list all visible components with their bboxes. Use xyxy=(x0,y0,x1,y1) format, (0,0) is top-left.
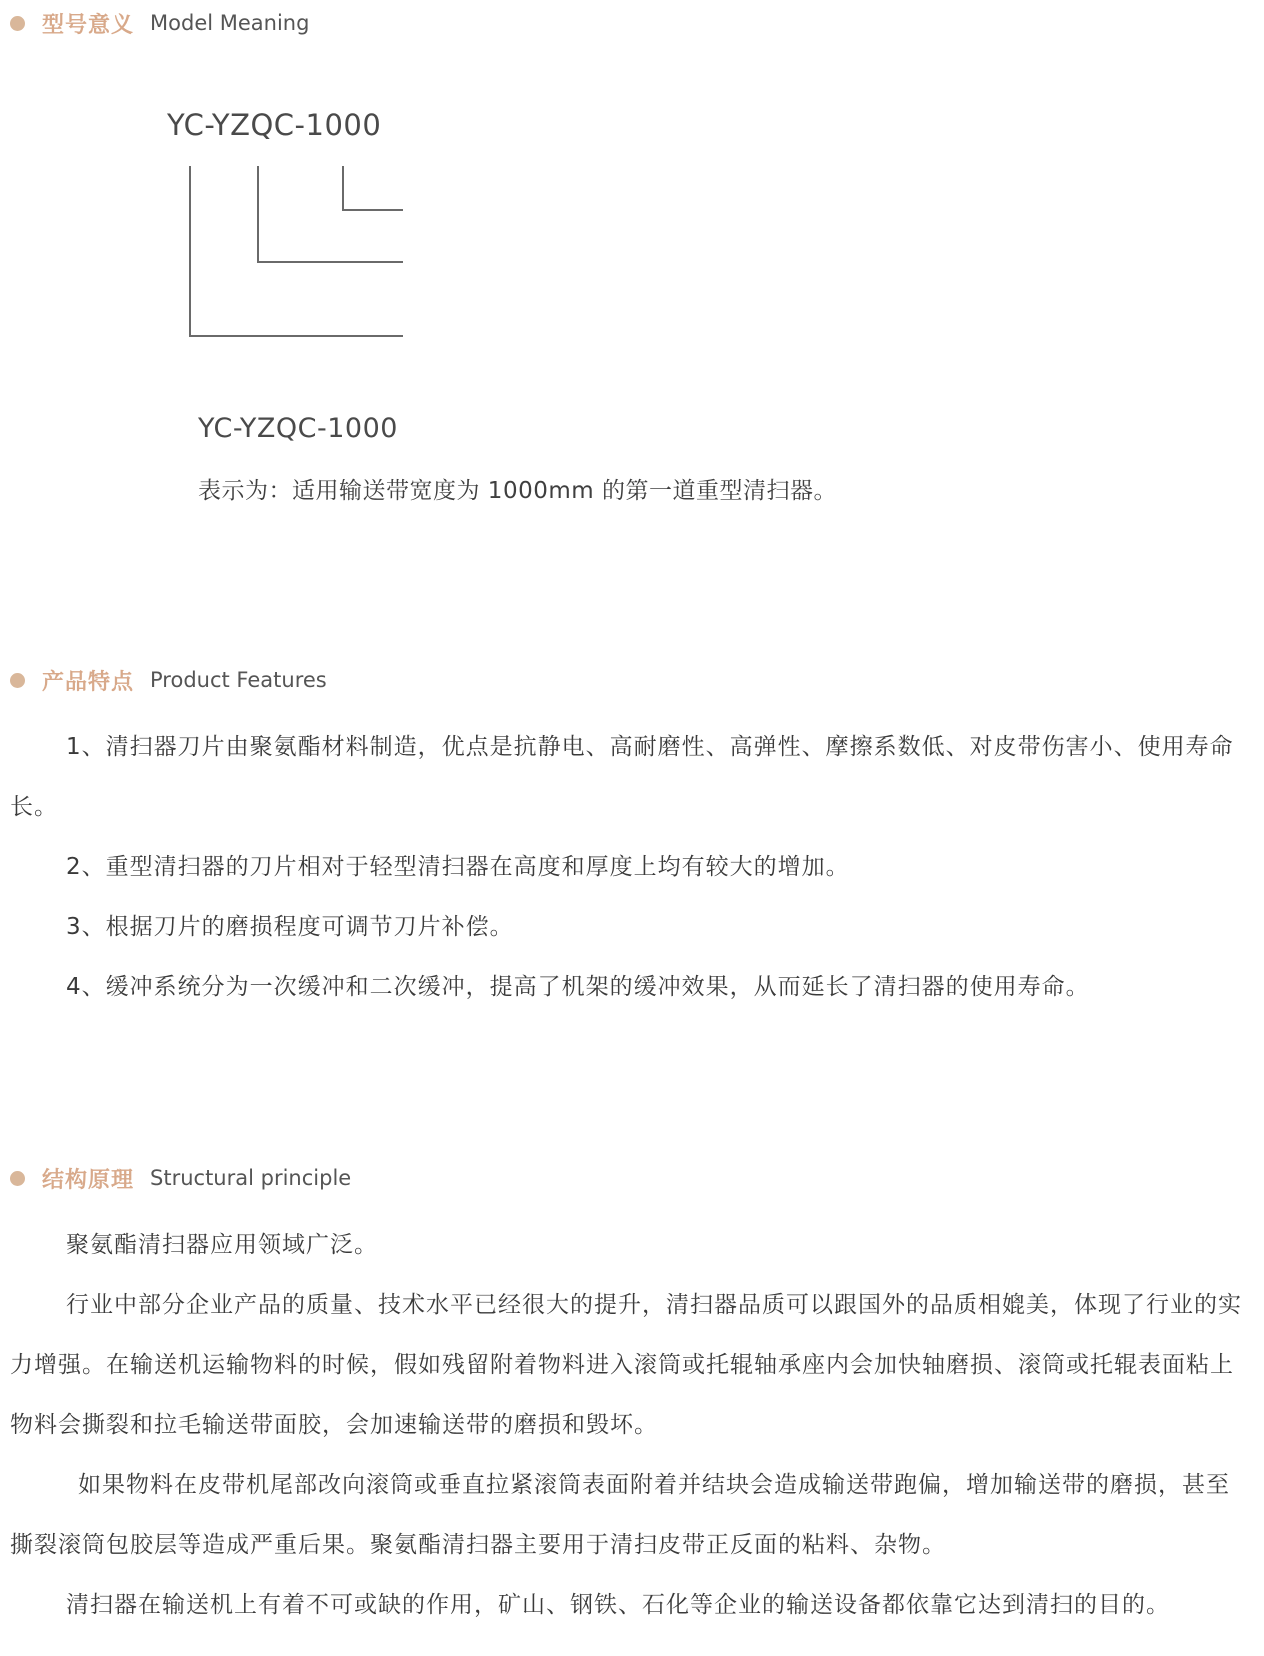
section-header-product-features xyxy=(10,663,327,697)
structural-paragraph-4: 清扫器在输送机上有着不可或缺的作用，矿山、钢铁、石化等企业的输送设备都依靠它达到清扫的目的。 xyxy=(66,1592,1170,1618)
structural-paragraph-3: 如果物料在皮带机尾部改向滚筒或垂直拉紧滚筒表面附着并结块会造成输送带跑偏，增加输送带的磨损，甚至撕裂滚筒包胶层等造成严重后果。聚氨酯清扫器主要用于清扫皮带正反面的粘料、杂物。 xyxy=(10,1472,1230,1558)
section-title-en: Product Features xyxy=(150,668,327,692)
section-title-en: Structural principle xyxy=(150,1166,352,1190)
bullet-dot-icon xyxy=(10,673,25,688)
section-title-cn: 型号意义 xyxy=(42,12,135,38)
bracket-line-prefix xyxy=(190,166,403,336)
feature-item-1: 1、清扫器刀片由聚氨酯材料制造，优点是抗静电、高耐磨性、高弹性、摩擦系数低、对皮带伤害小、使用寿命长。 xyxy=(10,734,1234,820)
model-description: 表示为：适用输送带宽度为 1000mm 的第一道重型清扫器。 xyxy=(198,478,837,504)
section-title-cn: 产品特点 xyxy=(42,669,135,695)
model-code-text: YC-YZQC-1000 xyxy=(198,413,398,444)
model-code-bracket-diagram xyxy=(0,0,1264,400)
feature-item-3: 3、根据刀片的磨损程度可调节刀片补偿。 xyxy=(66,914,514,940)
feature-item-2: 2、重型清扫器的刀片相对于轻型清扫器在高度和厚度上均有较大的增加。 xyxy=(66,854,850,880)
section-header-structural-principle xyxy=(10,1161,351,1195)
bullet-dot-icon xyxy=(10,1171,25,1186)
section-title-en: Model Meaning xyxy=(150,11,310,35)
structural-paragraph-1: 聚氨酯清扫器应用领域广泛。 xyxy=(66,1232,378,1258)
bracket-line-type xyxy=(258,166,403,262)
section-title-cn: 结构原理 xyxy=(42,1167,135,1193)
feature-item-4: 4、缓冲系统分为一次缓冲和二次缓冲，提高了机架的缓冲效果，从而延长了清扫器的使用寿命。 xyxy=(66,974,1090,1000)
structural-paragraph-2: 行业中部分企业产品的质量、技术水平已经很大的提升，清扫器品质可以跟国外的品质相媲美，体现了行业的实力增强。在输送机运输物料的时候，假如残留附着物料进入滚筒或托辊轴承座内会加快轴磨损、滚筒或托辊表面粘上物料会撕裂和拉毛输送带面胶，会加速输送带的磨损和毁坏。 xyxy=(10,1292,1242,1438)
model-code-diagram-label: YC-YZQC-1000 xyxy=(167,108,382,142)
bracket-line-width xyxy=(343,166,403,210)
